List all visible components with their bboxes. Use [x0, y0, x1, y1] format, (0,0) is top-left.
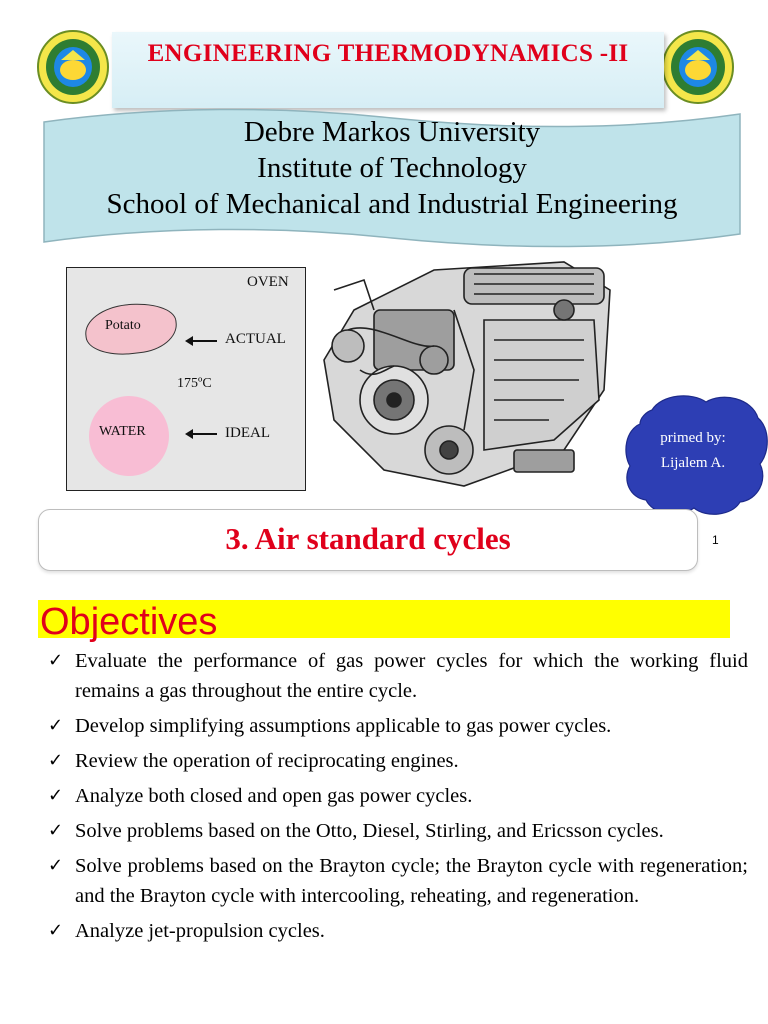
checkmark-icon: ✓ — [48, 920, 64, 941]
water-label: WATER — [99, 424, 146, 439]
ideal-arrow — [191, 433, 217, 435]
institute-name: Institute of Technology — [257, 152, 527, 184]
author-name: Lijalem A. — [660, 455, 726, 471]
institution-text — [40, 114, 744, 222]
list-item: ✓ Analyze both closed and open gas power cycles. — [48, 781, 748, 811]
checkmark-icon: ✓ — [48, 650, 64, 671]
checkmark-icon: ✓ — [48, 855, 64, 876]
checkmark-icon: ✓ — [48, 715, 64, 736]
university-logo-right — [662, 30, 734, 104]
objectives-list — [48, 646, 748, 951]
checkmark-icon: ✓ — [48, 820, 64, 841]
list-item: ✓ Develop simplifying assumptions applicable to gas power cycles. — [48, 711, 748, 741]
page-number: 1 — [712, 533, 719, 547]
oven-figure — [66, 267, 306, 491]
list-item: ✓ Solve problems based on the Otto, Diesel, Stirling, and Ericsson cycles. — [48, 816, 748, 846]
potato-label: Potato — [105, 318, 141, 333]
university-name: Debre Markos University — [243, 116, 541, 148]
list-item: ✓ Evaluate the performance of gas power cycles for which the working fluid remains a gas throughout the entire cycle. — [48, 646, 748, 706]
actual-label: ACTUAL — [225, 331, 286, 347]
checkmark-icon: ✓ — [48, 750, 64, 771]
objectives-heading: Objectives — [40, 601, 218, 643]
list-item: ✓ Review the operation of reciprocating engines. — [48, 746, 748, 776]
course-title: ENGINEERING THERMODYNAMICS -II — [112, 32, 664, 108]
school-name: School of Mechanical and Industrial Engineering — [106, 188, 678, 220]
list-item: ✓ Solve problems based on the Brayton cycle; the Brayton cycle with regeneration; and the Brayton cycle with intercooling, reheating, and regeneration. — [48, 851, 748, 911]
ideal-label: IDEAL — [225, 425, 270, 441]
author-credit-label: primed by: — [660, 430, 726, 446]
university-logo-left — [37, 30, 109, 104]
oven-label: OVEN — [247, 274, 289, 290]
list-item: ✓ Analyze jet-propulsion cycles. — [48, 916, 748, 946]
author-credit — [626, 426, 760, 476]
engine-illustration — [314, 250, 620, 490]
checkmark-icon: ✓ — [48, 785, 64, 806]
temperature-label: 175ºC — [177, 376, 212, 391]
chapter-title: 3. Air standard cycles — [38, 509, 698, 571]
actual-arrow — [191, 340, 217, 342]
